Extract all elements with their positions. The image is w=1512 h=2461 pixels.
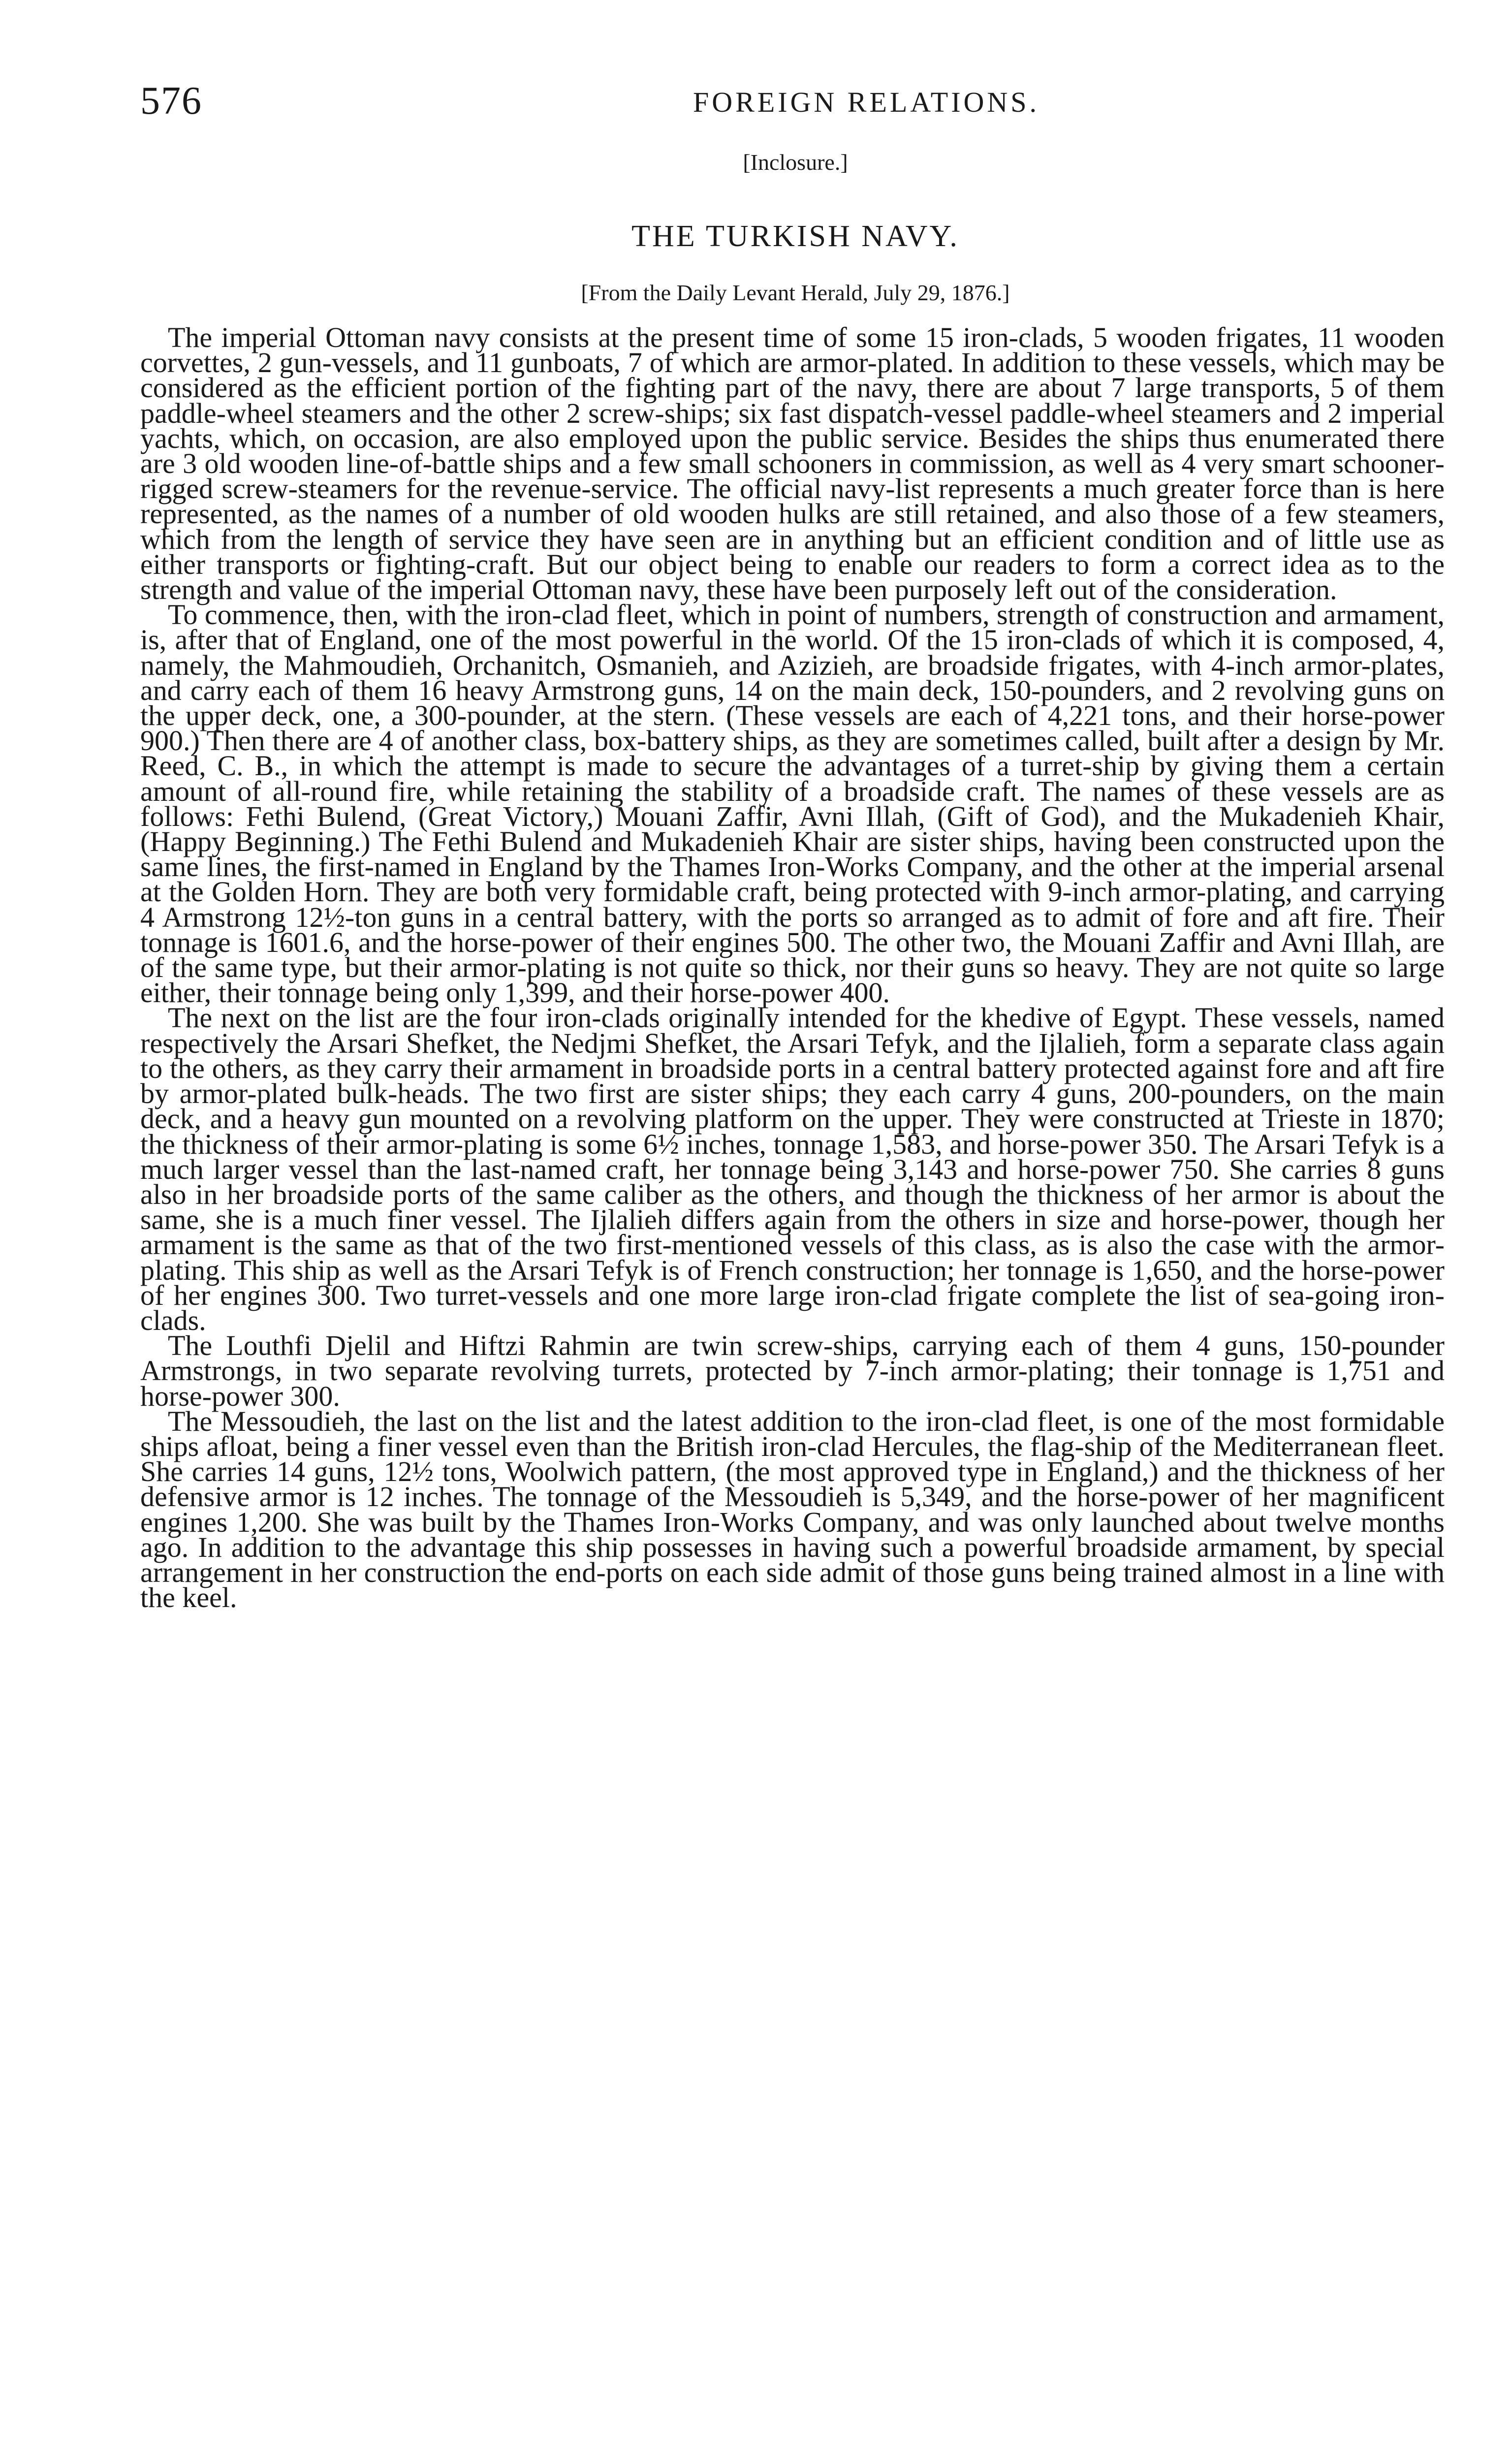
running-header (140, 74, 1445, 128)
article-title: THE TURKISH NAVY. (631, 220, 959, 253)
paragraph-1: The imperial Ottoman navy consists at the present time of some 15 iron-clads, 5 wooden frigates, 11 wooden corvettes, 2 gun-vessels, and 11 gunboats, 7 of which are armor-plated. In addition to these vessels, which may be considered as the efficient portion of the fighting part of the navy, there are about 7 large transports, 5 of them paddle-wheel steamers and the other 2 screw-ships; six fast dispatch-vessel paddle-wheel steamers and 2 imperial yachts, which, on occasion, are also employed upon the public service. Besides the ships thus enumerated there are 3 old wooden line-of-battle ships and a few small schooners in commission, as well as 4 very smart schooner-rigged screw-steamers for the revenue-service. The official navy-list represents a much greater force than is here represented, as the names of a number of old wooden hulks are still retained, and also those of a few steamers, which from the length of service they have seen are in anything but an efficient condition and of little use as either transports or fighting-craft. But our object being to enable our readers to form a correct idea as to the strength and value of the imperial Ottoman navy, these have been purposely left out of the consideration. (140, 321, 1445, 606)
article-source: [From the Daily Levant Herald, July 29, 1876.] (581, 280, 1010, 305)
paragraph-4: The Louthfi Djelil and Hiftzi Rahmin are twin screw-ships, carrying each of them 4 guns, 150-pounder Armstrongs, in two separate revolving turrets, protected by 7-inch armor-plating; their tonnage is 1,751 and horse-power 300. (140, 1329, 1445, 1412)
inclosure-label: [Inclosure.] (743, 150, 848, 175)
running-title: FOREIGN RELATIONS. (693, 86, 1040, 118)
paragraph-2: To commence, then, with the iron-clad fleet, which in point of numbers, strength of construction and armament, is, after that of England, one of the most powerful in the world. Of the 15 iron-clads of which it is composed, 4, namely, the Mahmoudieh, Orchanitch, Osmanieh, and Azizieh, are broadside frigates, with 4-inch armor-plates, and carry each of them 16 heavy Armstrong guns, 14 on the main deck, 150-pounders, and 2 revolving guns on the upper deck, one, a 300-pounder, at the stern. (These vessels are each of 4,221 tons, and their horse-power 900.) Then there are 4 of another class, box-battery ships, as they are sometimes called, built after a design by Mr. Reed, C. B., in which the attempt is made to secure the advantages of a turret-ship by giving them a certain amount of all-round fire, while retaining the stability of a broadside craft. The names of these vessels are as follows: Fethi Bulend, (Great Victory,) Mouani Zaffir, Avni Illah, (Gift of God), and the Mukadenieh Khair, (Happy Beginning.) The Fethi Bulend and Mukadenieh Khair are sister ships, having been constructed upon the same lines, the first-named in England by the Thames Iron-Works Company, and the other at the imperial arsenal at the Golden Horn. They are both very formidable craft, being protected with 9-inch armor-plating, and carrying 4 Armstrong 12½-ton guns in a central battery, with the ports so arranged as to admit of fore and aft fire. Their tonnage is 1601.6, and the horse-power of their engines 500. The other two, the Mouani Zaffir and Avni Illah, are of the same type, but their armor-plating is not quite so thick, nor their guns so heavy. They are not quite so large either, their tonnage being only 1,399, and their horse-power 400. (140, 599, 1445, 1009)
article-body (140, 321, 1445, 1614)
paragraph-5: The Messoudieh, the last on the list and the latest addition to the iron-clad fleet, is one of the most formidable ships afloat, being a finer vessel even than the British iron-clad Hercules, the flag-ship of the Mediterranean fleet. She carries 14 guns, 12½ tons, Woolwich pattern, (the most approved type in England,) and the thickness of her defensive armor is 12 inches. The tonnage of the Messoudieh is 5,349, and the horse-power of her magnificent engines 1,200. She was built by the Thames Iron-Works Company, and was only launched about twelve months ago. In addition to the advantage this ship possesses in having such a powerful broadside armament, by special arrangement in her construction the end-ports on each side admit of those guns being trained almost in a line with the keel. (140, 1405, 1445, 1614)
page-number: 576 (140, 79, 202, 123)
paragraph-3: The next on the list are the four iron-clads originally intended for the khedive of Egypt. These vessels, named respectively the Arsari Shefket, the Nedjmi Shefket, the Arsari Tefyk, and the Ijlalieh, form a separate class again to the others, as they carry their armament in broadside ports in a central battery protected against fore and aft fire by armor-plated bulk-heads. The two first are sister ships; they each carry 4 guns, 200-pounders, on the main deck, and a heavy gun mounted on a revolving platform on the upper. They were constructed at Trieste in 1870; the thickness of their armor-plating is some 6½ inches, tonnage 1,583, and horse-power 350. The Arsari Tefyk is a much larger vessel than the last-named craft, her tonnage being 3,143 and horse-power 750. She carries 8 guns also in her broadside ports of the same caliber as the others, and though the thickness of her armor is about the same, she is a much finer vessel. The Ijlalieh differs again from the others in size and horse-power, though her armament is the same as that of the two first-mentioned vessels of this class, as is also the case with the armor-plating. This ship as well as the Arsari Tefyk is of French construction; her tonnage is 1,650, and the horse-power of her engines 300. Two turret-vessels and one more large iron-clad frigate complete the list of sea-going iron-clads. (140, 1002, 1445, 1336)
